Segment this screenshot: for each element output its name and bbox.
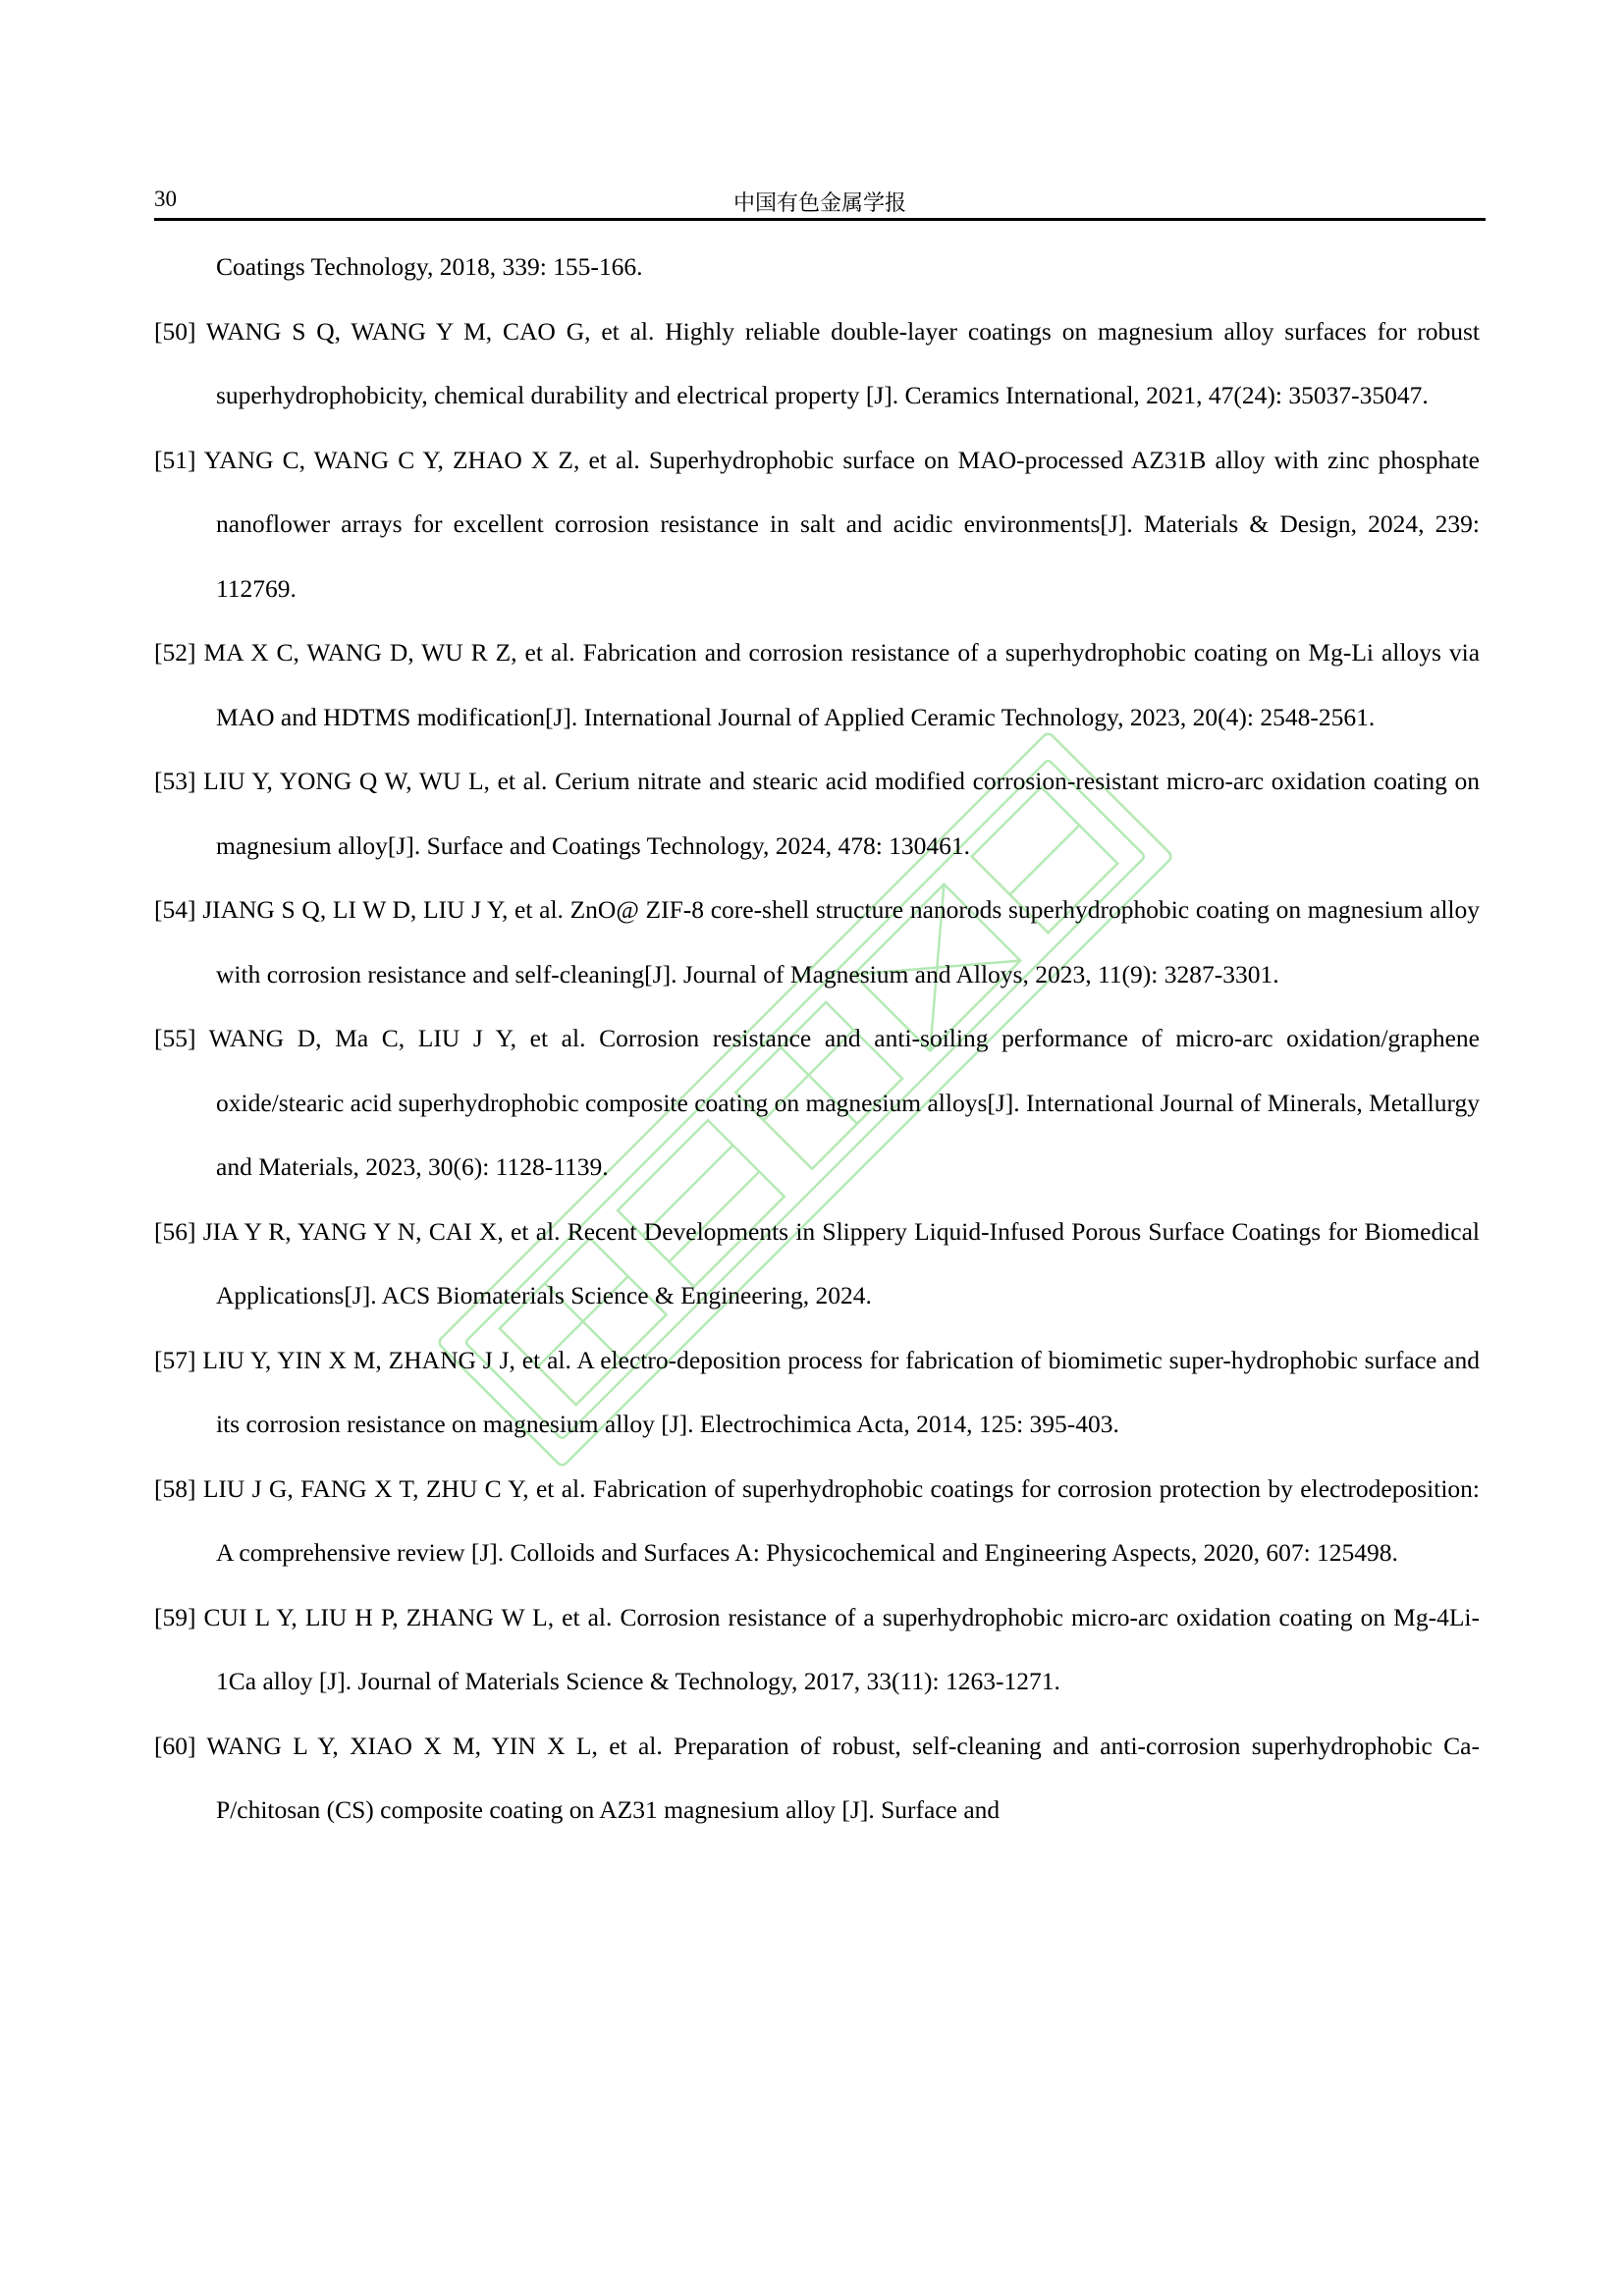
reference-continuation: Coatings Technology, 2018, 339: 155-166. (216, 252, 643, 281)
reference-item (154, 299, 1480, 428)
reference-label: [58] (154, 1473, 196, 1503)
reference-text: MA X C, WANG D, WU R Z, et al. Fabrication and corrosion resistance of a superhydrophobic coating on Mg-Li alloys via MAO and HDTMS modification[J]. International Journal of Applied Ceramic Technology, 2023, 20(4): 2548-2561. (203, 638, 1481, 731)
reference-label: [50] (154, 316, 196, 346)
journal-title: 中国有色金属学报 (732, 191, 906, 216)
reference-item (154, 878, 1480, 1006)
reference-text: WANG L Y, XIAO X M, YIN X L, et al. Preparation of robust, self-cleaning and anti-corrosion superhydrophobic Ca-P/chitosan (CS) composite coating on AZ31 magnesium alloy [J]. Surface and (206, 1731, 1480, 1824)
reference-label: [53] (154, 767, 196, 795)
reference-item (154, 1457, 1480, 1585)
reference-item (154, 1714, 1480, 1842)
reference-text: LIU J G, FANG X T, ZHU C Y, et al. Fabrication of superhydrophobic coatings for corrosion protection by electrodeposition: A comprehensive review [J]. Colloids and Surfaces A: Physicochemical and Engineering Aspects, 2020, 607: 125498. (202, 1473, 1480, 1567)
reference-text: JIANG S Q, LI W D, LIU J Y, et al. ZnO@ ZIF-8 core-shell structure nanorods superhydrophobic coating on magnesium alloy with corrosion resistance and self-cleaning[J]. Journal of Magnesium and Alloys, 2023, 11(9): 3287-3301. (202, 895, 1481, 988)
reference-text: JIA Y R, YANG Y N, CAI X, et al. Recent Developments in Slippery Liquid-Infused Porous Surface Coatings for Biomedical Applications[J]. ACS Biomaterials Science & Engineering, 2024. (202, 1216, 1480, 1309)
page-header (154, 183, 1486, 221)
reference-label: [56] (154, 1216, 196, 1246)
reference-text: LIU Y, YIN X M, ZHANG J J, et al. A electro-deposition process for fabrication of biomimetic super-hydrophobic surface and its corrosion resistance on magnesium alloy [J]. Electrochimica Acta, 2014, 125: 395-403. (202, 1345, 1480, 1438)
reference-label: [52] (154, 638, 196, 667)
reference-label: [60] (154, 1731, 196, 1760)
reference-item (154, 1200, 1480, 1328)
reference-label: [55] (154, 1024, 196, 1052)
reference-items (154, 299, 1480, 1842)
reference-item (154, 620, 1480, 749)
reference-label: [51] (154, 445, 196, 474)
reference-text: CUI L Y, LIU H P, ZHANG W L, et al. Corrosion resistance of a superhydrophobic micro-arc oxidation coating on Mg-4Li-1Ca alloy [J]. Journal of Materials Science & Technology, 2017, 33(11): 1263-1271. (203, 1602, 1480, 1695)
reference-text: LIU Y, YONG Q W, WU L, et al. Cerium nitrate and stearic acid modified corrosion-resistant micro-arc oxidation coating on magnesium alloy[J]. Surface and Coatings Technology, 2024, 478: 130461. (203, 767, 1480, 860)
reference-item (154, 1585, 1480, 1714)
reference-list (154, 235, 1480, 1842)
reference-label: [54] (154, 895, 196, 924)
reference-item (154, 749, 1480, 878)
reference-label: [59] (154, 1602, 196, 1631)
reference-item (154, 428, 1480, 621)
reference-text: YANG C, WANG C Y, ZHAO X Z, et al. Superhydrophobic surface on MAO-processed AZ31B alloy with zinc phosphate nanoflower arrays for excellent corrosion resistance in salt and acidic environments[J]. Materials & Design, 2024, 239: 112769. (203, 445, 1481, 603)
reference-item (154, 1328, 1480, 1457)
reference-item (154, 1006, 1480, 1200)
page-number: 30 (154, 187, 177, 211)
reference-text: WANG D, Ma C, LIU J Y, et al. Corrosion resistance and anti-soiling performance of micro-arc oxidation/graphene oxide/stearic acid superhydrophobic composite coating on magnesium alloys[J]. International Journal of Minerals, Metallurgy and Materials, 2023, 30(6): 1128-1139. (208, 1024, 1480, 1181)
reference-label: [57] (154, 1345, 196, 1374)
reference-text: WANG S Q, WANG Y M, CAO G, et al. Highly reliable double-layer coatings on magnesium alloy surfaces for robust superhydrophobicity, chemical durability and electrical property [J]. Ceramics International, 2021, 47(24): 35037-35047. (205, 316, 1480, 409)
